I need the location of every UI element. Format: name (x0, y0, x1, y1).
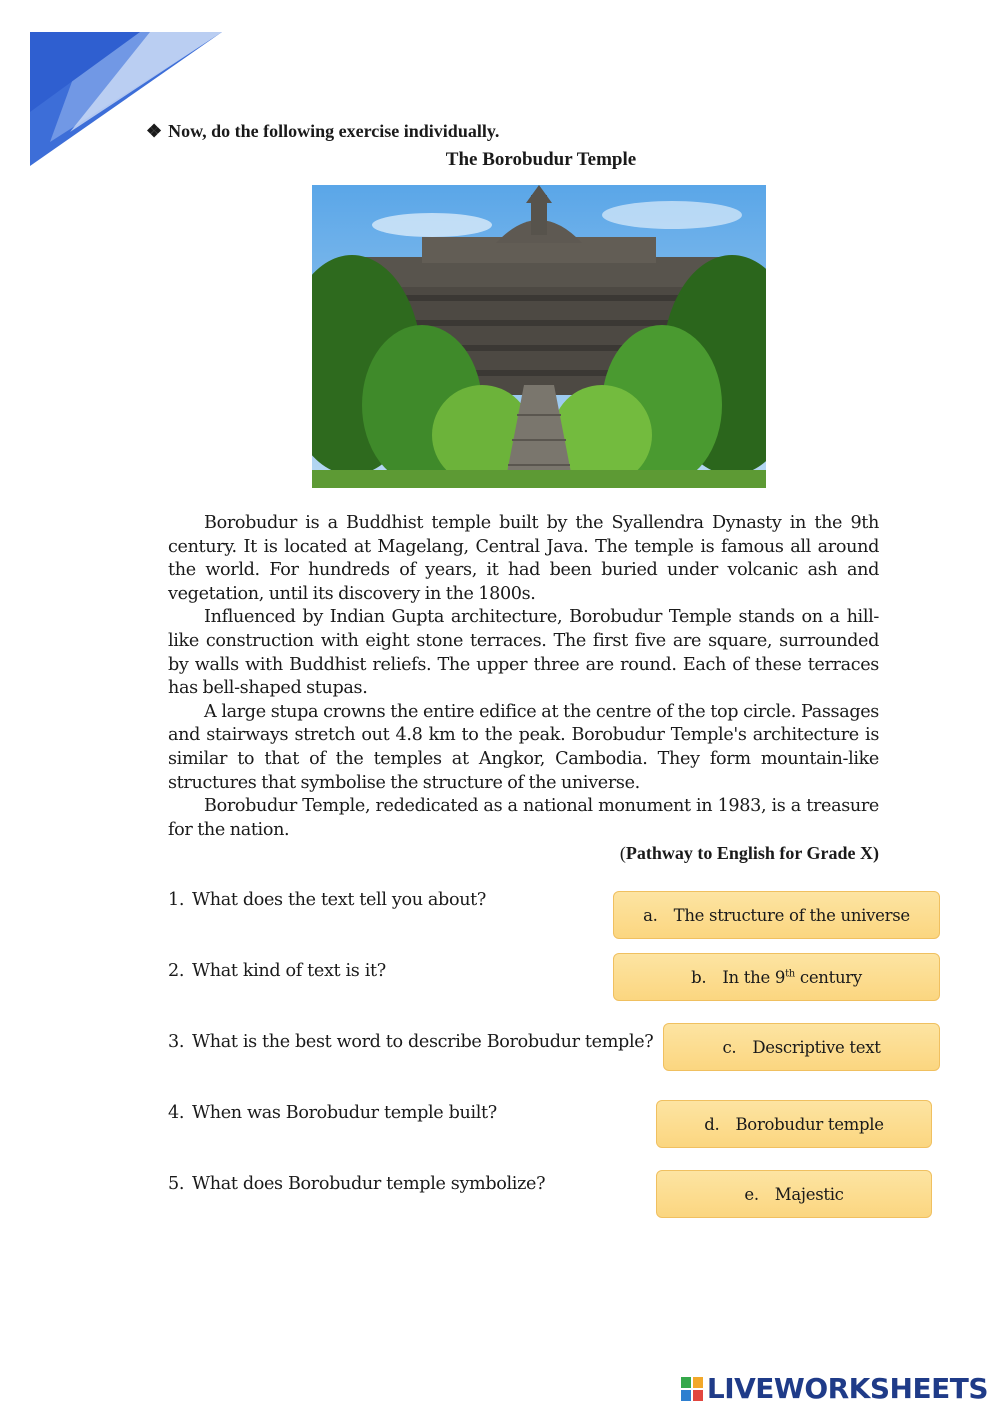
answer-option-c[interactable] (663, 1023, 940, 1071)
question-number: 1. (168, 890, 185, 910)
answer-letter: a. (643, 905, 658, 925)
answer-letter: b. (691, 967, 707, 987)
liveworksheets-logo-icon (681, 1377, 703, 1401)
question-4 (168, 1103, 497, 1123)
answer-text: Borobudur temple (735, 1114, 884, 1134)
liveworksheets-brand[interactable] (681, 1372, 988, 1405)
question-text: What kind of text is it? (192, 961, 386, 981)
brand-name: LIVEWORKSHEETS (706, 1372, 988, 1405)
answer-option-e[interactable] (656, 1170, 932, 1218)
source-citation (620, 843, 879, 864)
answer-option-a[interactable] (613, 891, 940, 939)
source-open-paren: ( (619, 843, 626, 863)
question-text: What is the best word to describe Borobudur temple? (192, 1032, 654, 1052)
question-number: 5. (168, 1174, 185, 1194)
question-3 (168, 1032, 653, 1052)
question-number: 2. (168, 961, 185, 981)
answer-text: Descriptive text (752, 1037, 881, 1057)
source-text: Pathway to English for Grade X) (625, 843, 879, 863)
question-number: 3. (168, 1032, 185, 1052)
page-title: The Borobudur Temple (445, 149, 637, 170)
question-text: What does the text tell you about? (192, 890, 486, 910)
question-1 (168, 890, 486, 910)
instruction (146, 121, 499, 142)
answer-text: In the 9th century (722, 967, 862, 987)
paragraph-3: A large stupa crowns the entire edifice at the centre of the top circle. Passages and stairways stretch out 4.8 km to the peak. Borobudur Temple's architecture is similar to that of the temples at Angkor, Cambodia. They form mountain-like structures that symbolise the structure of the universe. (168, 701, 879, 793)
instruction-text: Now, do the following exercise individually. (168, 121, 500, 141)
answer-letter: d. (704, 1114, 720, 1134)
answer-option-d[interactable] (656, 1100, 932, 1148)
question-text: When was Borobudur temple built? (192, 1103, 497, 1123)
borobudur-temple-photo (312, 185, 766, 488)
question-text: What does Borobudur temple symbolize? (192, 1174, 546, 1194)
question-5 (168, 1174, 545, 1194)
paragraph-1: Borobudur is a Buddhist temple built by the Syallendra Dynasty in the 9th century. It is located at Magelang, Central Java. The temple is famous all around the world. For hundreds of years, it had been buried under volcanic ash and vegetation, until its discovery in the 1800s. (168, 513, 879, 604)
answer-text: The structure of the universe (673, 905, 910, 925)
answer-option-b[interactable] (613, 953, 940, 1001)
answer-letter: c. (722, 1037, 737, 1057)
question-2 (168, 961, 386, 981)
answer-letter: e. (744, 1184, 759, 1204)
paragraph-2: Influenced by Indian Gupta architecture, Borobudur Temple stands on a hill-like construction with eight stone terraces. The first five are square, surrounded by walls with Buddhist reliefs. The upper three are round. Each of these terraces has bell-shaped stupas. (168, 607, 879, 699)
answer-text: Majestic (774, 1184, 844, 1204)
question-number: 4. (168, 1103, 185, 1123)
paragraph-4: Borobudur Temple, rededicated as a national monument in 1983, is a treasure for the nation. (168, 796, 879, 840)
reading-text (168, 512, 879, 842)
diamond-bullet-icon: ❖ (146, 121, 163, 141)
